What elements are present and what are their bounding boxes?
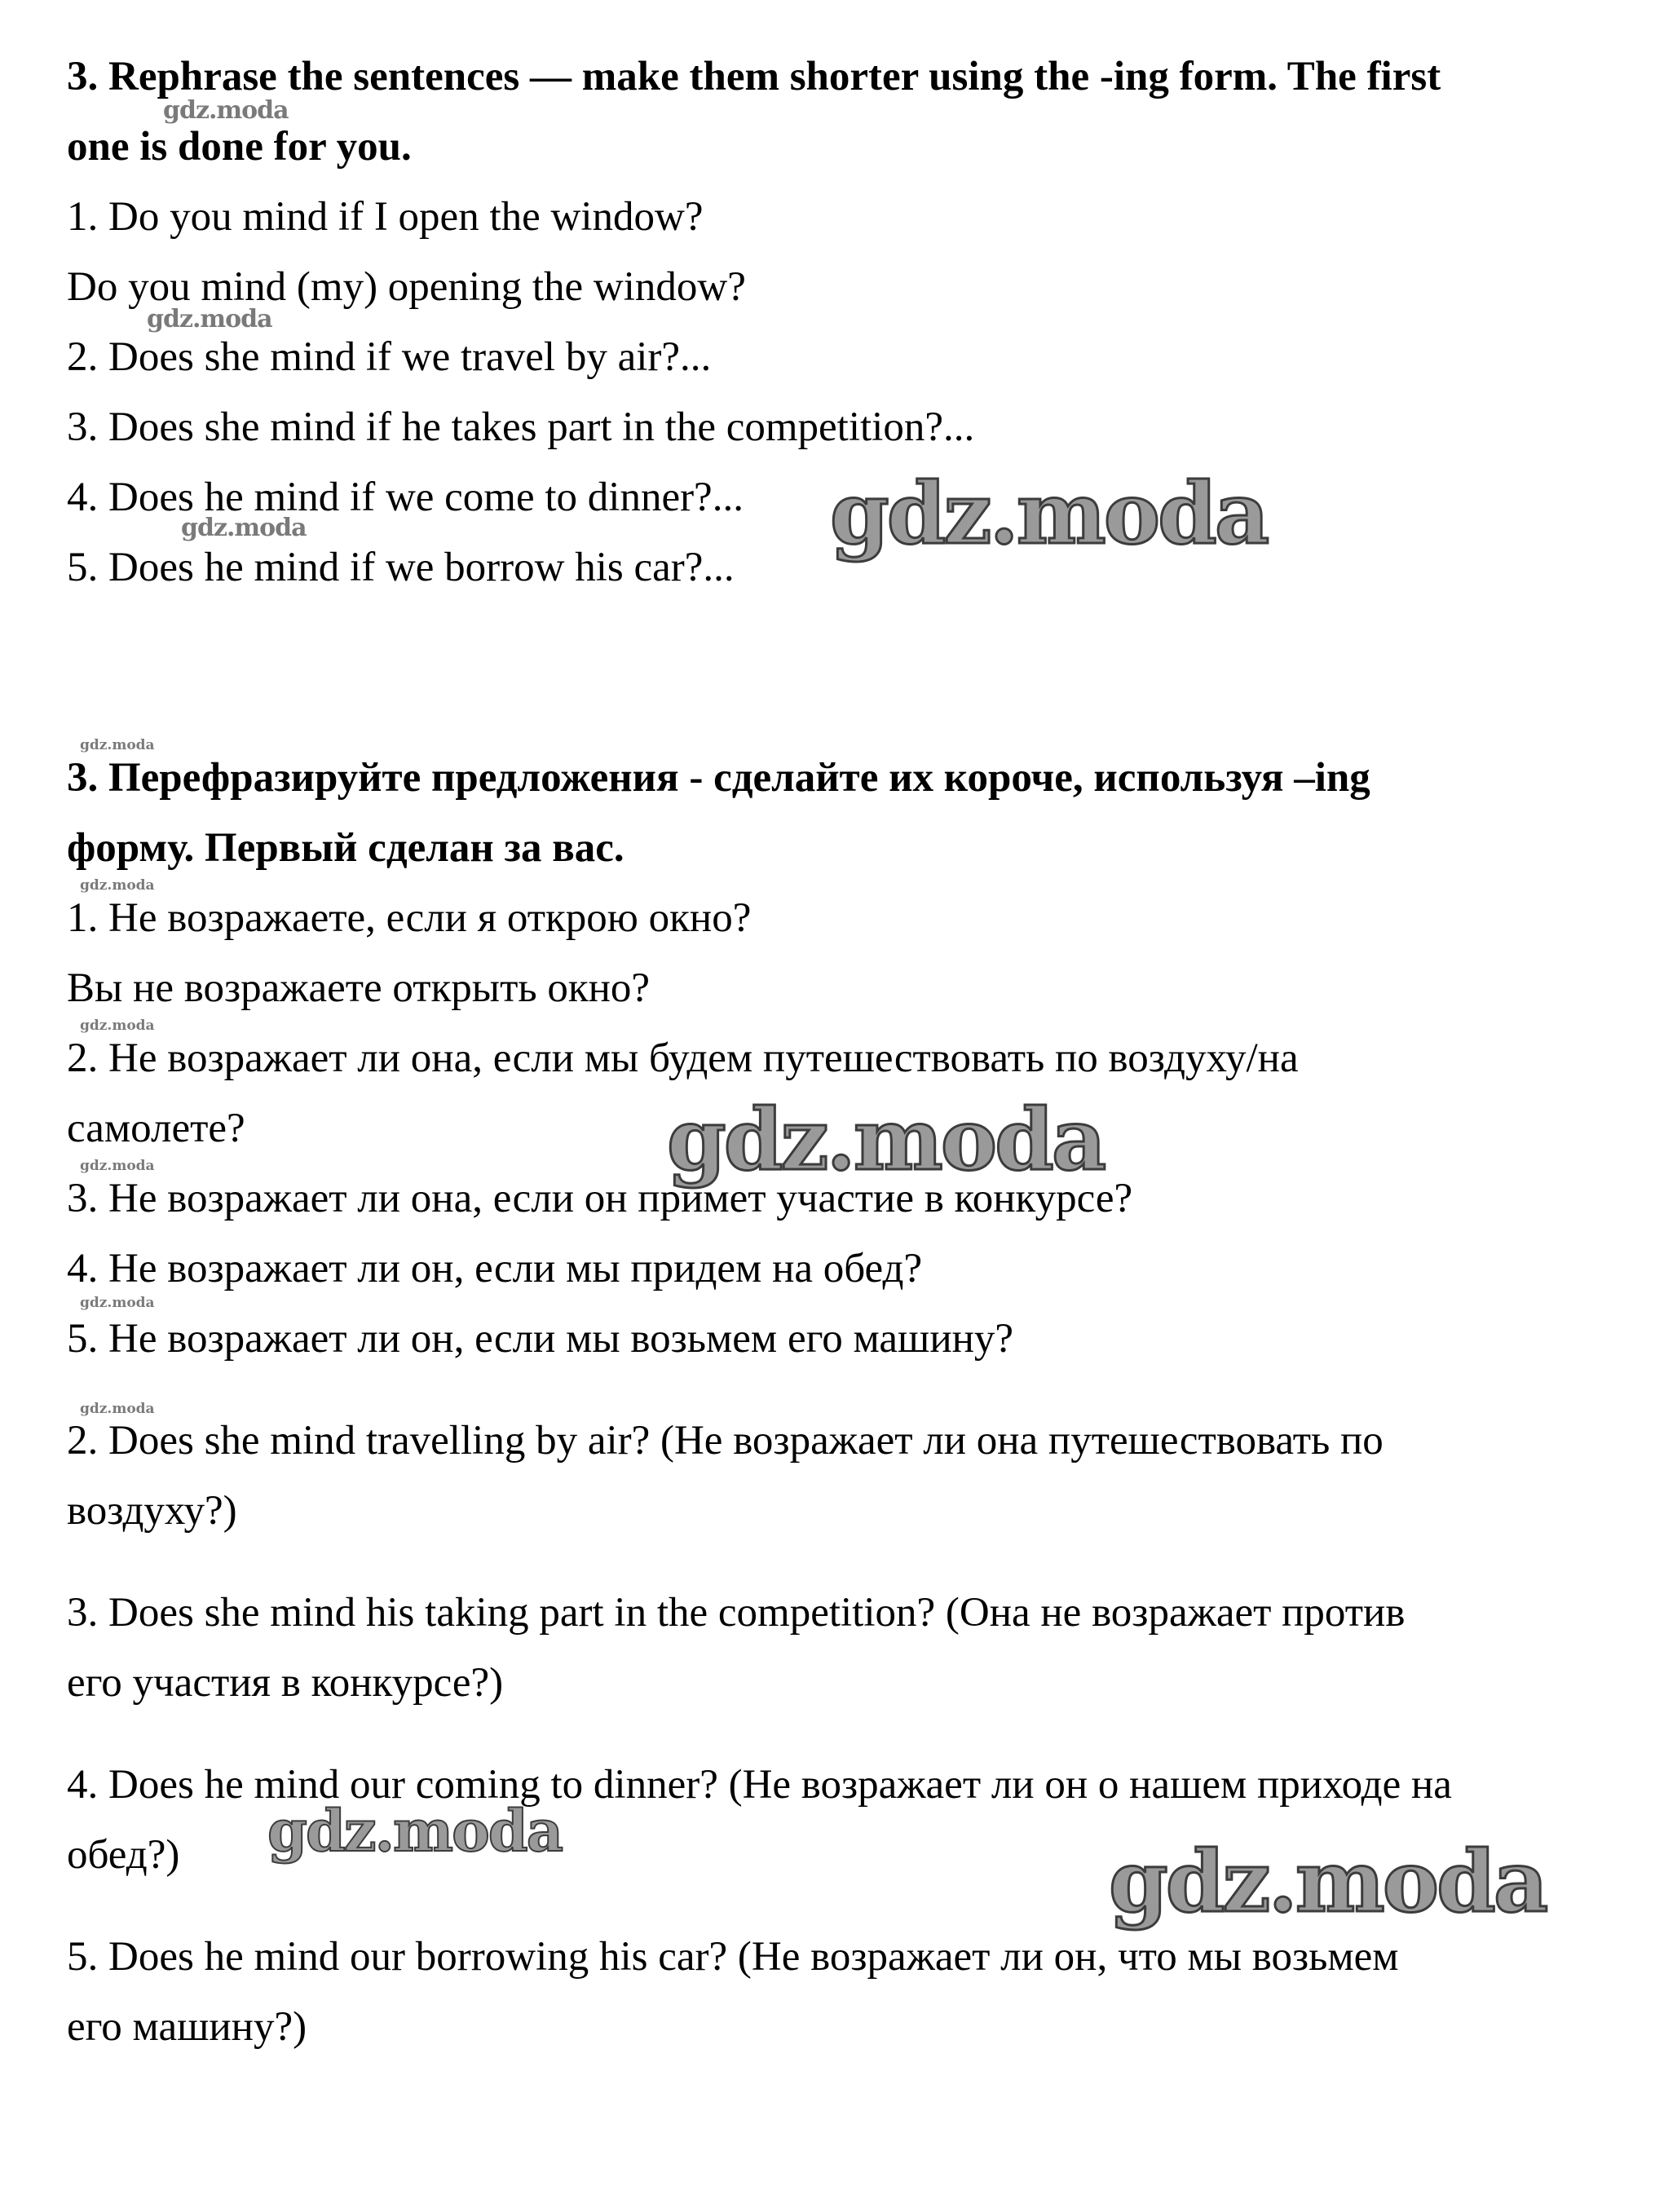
russian-item-2-line-1: 2. Не возражает ли она, если мы будем путешествовать по воздуху/на	[67, 1035, 1299, 1081]
watermark-tiny: gdz.moda	[80, 877, 155, 894]
watermark-small: gdz.moda	[163, 96, 289, 125]
answer-5-line-1: 5. Does he mind our borrowing his car? (Не возражает ли он, что мы возьмем	[67, 1934, 1399, 1980]
russian-item-1: 1. Не возражаете, если я открою окно?	[67, 895, 752, 941]
watermark-medium: gdz.moda	[267, 1797, 563, 1865]
answer-2-line-2: воздуху?)	[67, 1488, 237, 1534]
watermark-large: gdz.moda	[667, 1089, 1105, 1190]
english-item-3: 3. Does she mind if he takes part in the competition?...	[67, 404, 975, 450]
russian-heading-line-1: 3. Перефразируйте предложения - сделайте их короче, используя –ing	[67, 755, 1370, 801]
watermark-large: gdz.moda	[830, 463, 1268, 563]
answer-3-line-2: его участия в конкурсе?)	[67, 1660, 504, 1706]
watermark-large: gdz.moda	[1109, 1831, 1547, 1932]
russian-item-4: 4. Не возражает ли он, если мы придем на обед?	[67, 1246, 923, 1291]
english-heading-line-1: 3. Rephrase the sentences — make them shorter using the -ing form. The first	[67, 54, 1441, 99]
answer-3-line-1: 3. Does she mind his taking part in the competition? (Она не возражает против	[67, 1590, 1406, 1636]
watermark-tiny: gdz.moda	[80, 737, 155, 753]
watermark-tiny: gdz.moda	[80, 1295, 155, 1311]
answer-5-line-2: его машину?)	[67, 2004, 307, 2050]
english-item-4: 4. Does he mind if we come to dinner?...	[67, 475, 744, 520]
russian-example-answer: Вы не возражаете открыть окно?	[67, 965, 651, 1011]
english-example-answer: Do you mind (my) opening the window?	[67, 264, 746, 310]
watermark-tiny: gdz.moda	[80, 1018, 155, 1034]
watermark-tiny: gdz.moda	[80, 1158, 155, 1174]
watermark-tiny: gdz.moda	[80, 1401, 155, 1417]
answer-4-line-2: обед?)	[67, 1832, 180, 1878]
watermark-small: gdz.moda	[181, 514, 307, 542]
english-heading-line-2: one is done for you.	[67, 124, 412, 170]
english-item-5: 5. Does he mind if we borrow his car?...	[67, 545, 735, 590]
watermark-small: gdz.moda	[147, 305, 272, 333]
answer-2-line-1: 2. Does she mind travelling by air? (Не возражает ли она путешествовать по	[67, 1418, 1384, 1464]
answer-4-line-1: 4. Does he mind our coming to dinner? (Не возражает ли он о нашем приходе на	[67, 1762, 1452, 1808]
russian-heading-line-2: форму. Первый сделан за вас.	[67, 825, 624, 871]
russian-item-3: 3. Не возражает ли она, если он примет участие в конкурсе?	[67, 1176, 1133, 1221]
russian-item-2-line-2: самолете?	[67, 1106, 245, 1151]
english-item-2: 2. Does she mind if we travel by air?...	[67, 334, 712, 380]
russian-item-5: 5. Не возражает ли он, если мы возьмем его машину?	[67, 1316, 1014, 1362]
english-item-1: 1. Do you mind if I open the window?	[67, 194, 704, 240]
